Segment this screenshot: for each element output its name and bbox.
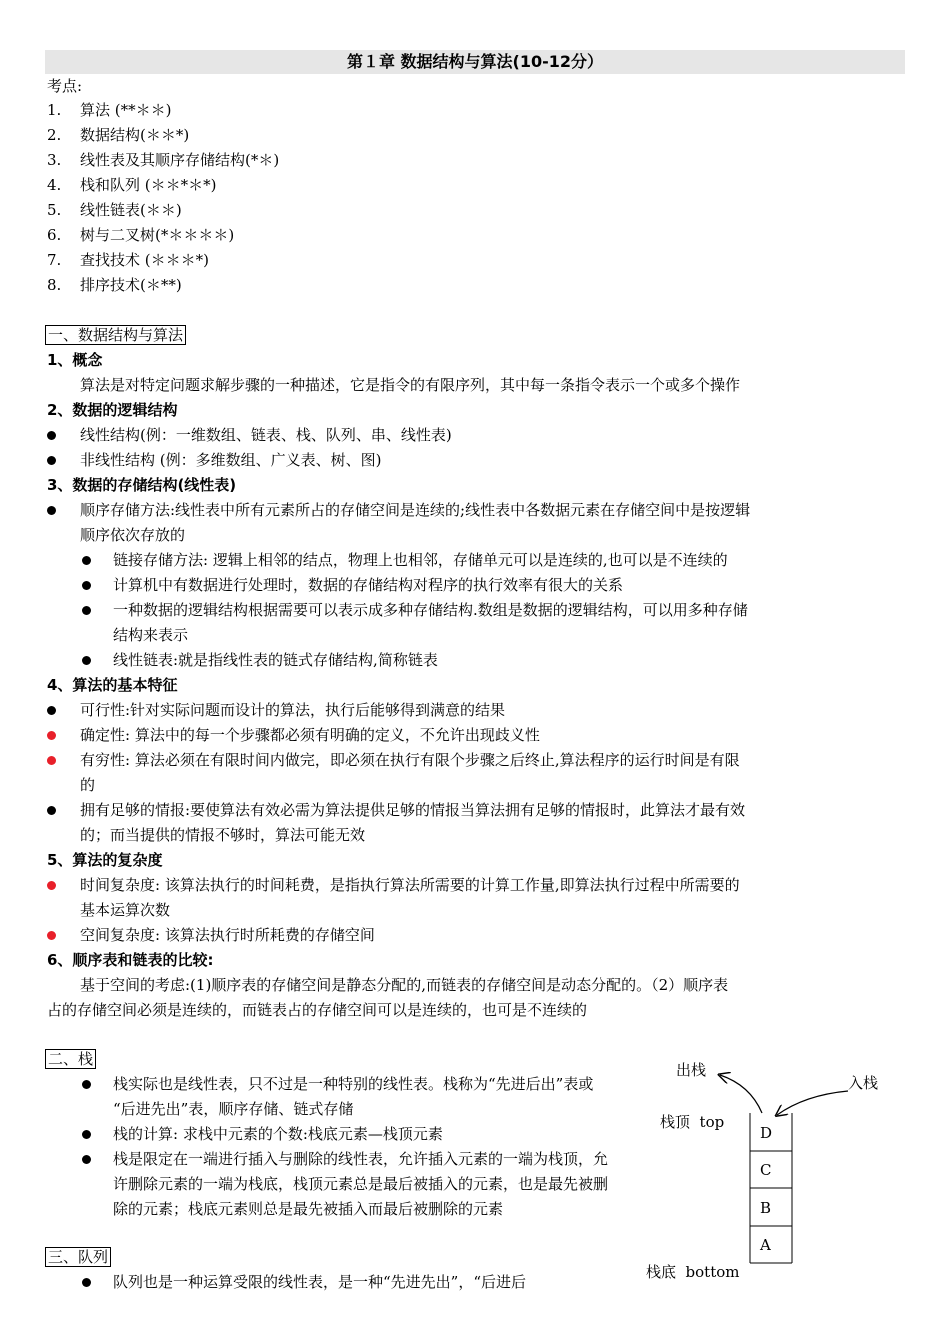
list-item-continuation: 结构来表示 bbox=[113, 626, 189, 644]
bullet-icon bbox=[82, 656, 91, 665]
push-arrow-icon bbox=[777, 1091, 848, 1115]
list-item-continuation: 许删除元素的一端为栈底，栈顶元素总是最后被插入的元素，也是最先被删 bbox=[113, 1175, 609, 1193]
stack-top-label: 栈顶 top bbox=[660, 1113, 725, 1131]
bullet-icon bbox=[47, 706, 56, 715]
list-number: 8. bbox=[47, 276, 62, 294]
bullet-red-icon bbox=[47, 731, 56, 740]
list-number: 5. bbox=[47, 201, 62, 219]
section-heading: 三、队列 bbox=[45, 1247, 111, 1267]
bullet-red-icon bbox=[47, 756, 56, 765]
list-item-continuation: 除的元素；栈底元素则总是最先被插入而最后被删除的元素 bbox=[113, 1200, 504, 1218]
list-item: 数据结构(＊＊*) bbox=[80, 126, 190, 144]
stack-diagram bbox=[640, 1055, 900, 1295]
list-item: 拥有足够的情报:要使算法有效必需为算法提供足够的情报当算法拥有足够的情报时，此算法才最有效 bbox=[80, 801, 746, 819]
list-item: 排序技术(＊**) bbox=[80, 276, 182, 294]
pop-arrow-icon bbox=[720, 1075, 762, 1113]
list-item-continuation: 顺序依次存放的 bbox=[80, 526, 186, 544]
subsection-title: 6、顺序表和链表的比较: bbox=[47, 951, 214, 969]
bullet-icon bbox=[82, 1278, 91, 1287]
list-number: 3. bbox=[47, 151, 62, 169]
list-item: 确定性: 算法中的每一个步骤都必须有明确的定义，不允许出现歧义性 bbox=[80, 726, 540, 744]
list-item: 栈实际也是线性表，只不过是一种特别的线性表。栈称为“先进后出”表或 bbox=[113, 1075, 594, 1093]
stack-cell: D bbox=[760, 1124, 773, 1142]
list-number: 2. bbox=[47, 126, 62, 144]
list-item: 树与二叉树(*＊＊＊＊) bbox=[80, 226, 235, 244]
bullet-icon bbox=[47, 456, 56, 465]
list-item: 栈和队列 (＊＊*＊*) bbox=[80, 176, 217, 194]
list-item: 查找技术 (＊＊＊*) bbox=[80, 251, 209, 269]
list-item-continuation: 基本运算次数 bbox=[80, 901, 171, 919]
exam-points-heading: 考点: bbox=[47, 77, 83, 95]
list-number: 6. bbox=[47, 226, 62, 244]
list-item: 非线性结构 (例：多维数组、广义表、树、图) bbox=[80, 451, 382, 469]
list-item: 线性链表:就是指线性表的链式存储结构,简称链表 bbox=[113, 651, 438, 669]
list-item-continuation: 的 bbox=[80, 776, 96, 794]
section-heading: 二、栈 bbox=[45, 1049, 96, 1069]
list-number: 1. bbox=[47, 101, 62, 119]
bullet-icon bbox=[47, 506, 56, 515]
push-label: 入栈 bbox=[848, 1074, 879, 1092]
list-item: 可行性:针对实际问题而设计的算法，执行后能够得到满意的结果 bbox=[80, 701, 506, 719]
list-item: 链接存储方法: 逻辑上相邻的结点，物理上也相邻，存储单元可以是连续的,也可以是不连续的 bbox=[113, 551, 728, 569]
list-item: 栈的计算: 求栈中元素的个数:栈底元素—栈顶元素 bbox=[113, 1125, 443, 1143]
list-item: 算法 (**＊＊) bbox=[80, 101, 172, 119]
stack-bottom-label: 栈底 bottom bbox=[646, 1263, 740, 1281]
list-item: 一种数据的逻辑结构根据需要可以表示成多种存储结构.数组是数据的逻辑结构，可以用多种存储 bbox=[113, 601, 748, 619]
section-heading: 一、数据结构与算法 bbox=[45, 325, 186, 345]
bullet-icon bbox=[47, 431, 56, 440]
list-item: 队列也是一种运算受限的线性表，是一种“先进先出”，“后进后 bbox=[113, 1273, 527, 1291]
subsection-title: 1、概念 bbox=[47, 351, 103, 369]
bullet-red-icon bbox=[47, 881, 56, 890]
paragraph: 基于空间的考虑:(1)顺序表的存储空间是静态分配的,而链表的存储空间是动态分配的。（2）顺序表 bbox=[80, 976, 729, 994]
list-item-continuation: 的；而当提供的情报不够时，算法可能无效 bbox=[80, 826, 366, 844]
bullet-icon bbox=[47, 806, 56, 815]
chapter-title: 第１章 数据结构与算法(10-12分） bbox=[45, 50, 905, 74]
list-item: 有穷性: 算法必须在有限时间内做完，即必须在执行有限个步骤之后终止,算法程序的运行时间是有限 bbox=[80, 751, 740, 769]
stack-cell: B bbox=[760, 1199, 772, 1217]
list-item: 线性表及其顺序存储结构(*＊) bbox=[80, 151, 280, 169]
list-number: 7. bbox=[47, 251, 62, 269]
paragraph: 算法是对特定问题求解步骤的一种描述，它是指令的有限序列，其中每一条指令表示一个或多个操作 bbox=[80, 376, 741, 394]
list-item: 空间复杂度: 该算法执行时所耗费的存储空间 bbox=[80, 926, 375, 944]
bullet-icon bbox=[82, 606, 91, 615]
subsection-title: 4、算法的基本特征 bbox=[47, 676, 178, 694]
bullet-icon bbox=[82, 556, 91, 565]
list-item: 计算机中有数据进行处理时，数据的存储结构对程序的执行效率有很大的关系 bbox=[113, 576, 624, 594]
pop-label: 出栈 bbox=[676, 1061, 707, 1079]
stack-cell: C bbox=[760, 1161, 772, 1179]
list-item: 栈是限定在一端进行插入与删除的线性表，允许插入元素的一端为栈顶，允 bbox=[113, 1150, 609, 1168]
paragraph-continuation: 占的存储空间必须是连续的，而链表占的存储空间可以是连续的，也可是不连续的 bbox=[47, 1001, 588, 1019]
list-number: 4. bbox=[47, 176, 62, 194]
subsection-title: 5、算法的复杂度 bbox=[47, 851, 163, 869]
bullet-red-icon bbox=[47, 931, 56, 940]
bullet-icon bbox=[82, 1080, 91, 1089]
bullet-icon bbox=[82, 1155, 91, 1164]
bullet-icon bbox=[82, 581, 91, 590]
subsection-title: 2、数据的逻辑结构 bbox=[47, 401, 178, 419]
list-item: 线性结构(例：一维数组、链表、栈、队列、串、线性表) bbox=[80, 426, 452, 444]
stack-cell: A bbox=[760, 1236, 771, 1254]
bullet-icon bbox=[82, 1130, 91, 1139]
list-item-continuation: “后进先出”表，顺序存储、链式存储 bbox=[113, 1100, 354, 1118]
list-item: 顺序存储方法:线性表中所有元素所占的存储空间是连续的;线性表中各数据元素在存储空间中是按逻辑 bbox=[80, 501, 751, 519]
list-item: 线性链表(＊＊) bbox=[80, 201, 182, 219]
subsection-title: 3、数据的存储结构(线性表) bbox=[47, 476, 237, 494]
list-item: 时间复杂度: 该算法执行的时间耗费，是指执行算法所需要的计算工作量,即算法执行过程中所需要的 bbox=[80, 876, 740, 894]
